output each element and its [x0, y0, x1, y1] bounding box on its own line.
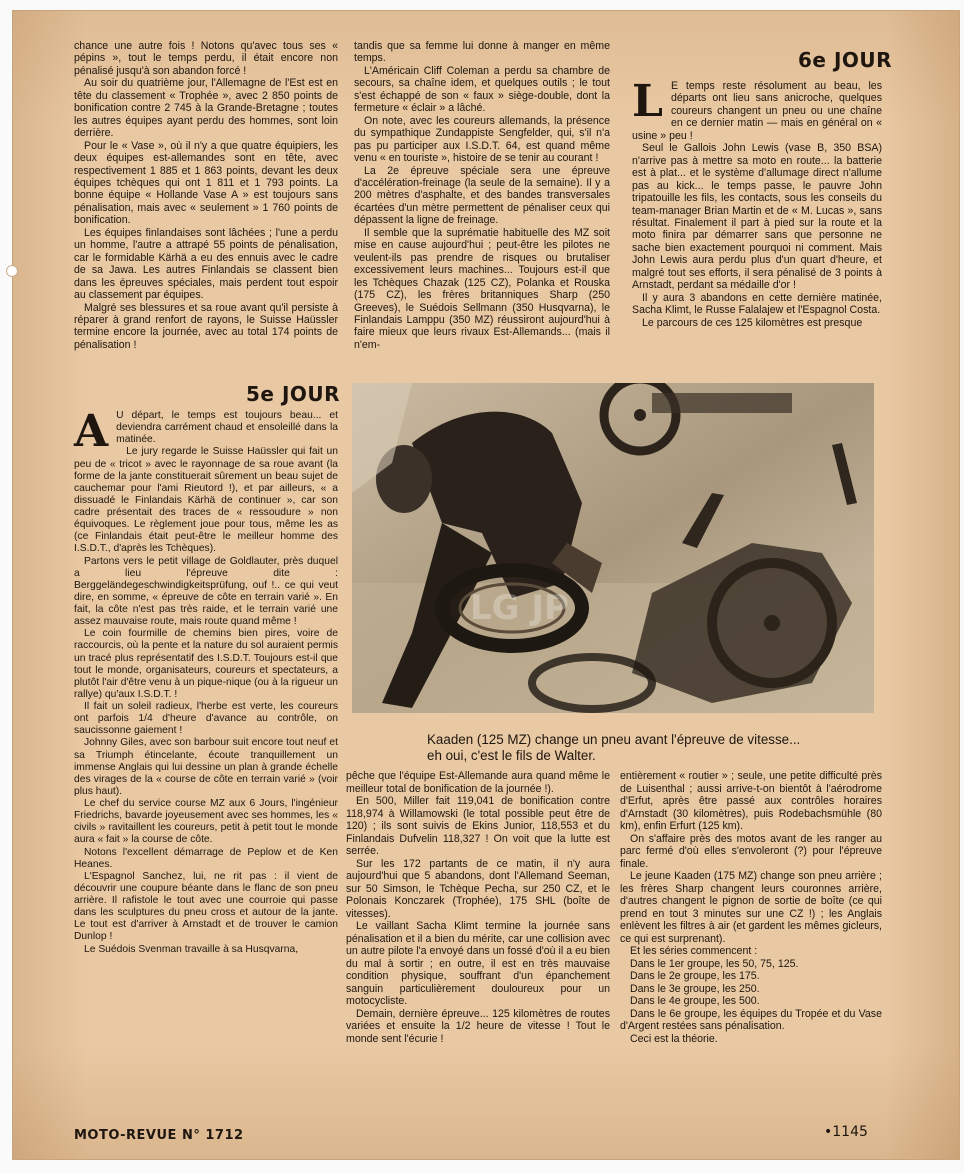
paragraph: Johnny Giles, avec son barbour suit encore tout neuf et sa Triumph étincelante, écoute tranquillement un immense Anglais qui lui dessine un plan à grande échelle des virages de la « course de côte en terrain varié » (voir plus haut).: [74, 737, 338, 797]
paragraph: Notons l'excellent démarrage de Peplow et de Ken Heanes.: [74, 846, 338, 870]
paragraph: Dans le 1er groupe, les 50, 75, 125.: [630, 957, 799, 970]
paragraph: Le parcours de ces 125 kilomètres est presque: [642, 316, 863, 329]
dropcap-letter: A: [74, 406, 109, 457]
day5-intro: [74, 406, 338, 457]
paragraph: On s'affaire près des motos avant de les ranger au parc fermé d'où elles s'envoleront (?) pour l'épreuve finale.: [620, 832, 882, 870]
page-number-text: 1145: [832, 1124, 868, 1140]
paragraph: Et les séries commencent :: [630, 945, 758, 957]
paragraph: Dans le 2e groupe, les 175.: [630, 970, 760, 982]
column-day6: [632, 76, 882, 329]
binding-hole-dot: [6, 265, 18, 277]
paragraph: Au soir du quatrième jour, l'Allemagne de l'Est est en tête du classement « Trophée », avec 2 850 points de bonification contre 2 745 à la Grande-Bretagne ; toutes les autres équipes ayant perdu des hommes, sont loin derrière.: [74, 77, 338, 140]
paragraph: chance une autre fois ! Notons qu'avec tous ses « pépins », tout le temps perdu, il était encore non pénalisé jusqu'à son abandon forcé !: [74, 40, 338, 77]
photo-rider-changing-tyre: [352, 383, 874, 713]
magazine-issue: MOTO-REVUE N° 1712: [74, 1128, 244, 1143]
paragraph: L'Américain Cliff Coleman a perdu sa chambre de secours, sa chaîne idem, et quelques outils ; le tout s'est échappé de son « faux » siège-double, dont la fermeture « éclair » a lâché.: [354, 64, 610, 115]
paragraph: Il fait un soleil radieux, l'herbe est verte, les coureurs ont parfois 1/4 d'heure d'avance au contrôle, on saucissonne gaiement !: [74, 701, 338, 737]
day6-intro-text: E temps reste résolument au beau, les départs ont lieu sans anicroche, quelques coureurs changent un pneu ou une chaîne en ce dernier matin — mais en général on « usine » peu !: [632, 80, 882, 142]
column-day5: [74, 406, 338, 956]
paragraph: Malgré ses blessures et sa roue avant qu'il persiste à réparer à grand renfort de rayons, le Suisse Haüssler termine encore la journée, avec au total 174 points de pénalisation !: [74, 301, 338, 351]
dropcap-letter: L: [632, 76, 663, 127]
paragraph: Demain, dernière épreuve... 125 kilomètres de routes variées et ensuite la 1/2 heure de vitesse ! Tout le monde sent l'écurie !: [346, 1007, 610, 1045]
paragraph: Partons vers le petit village de Goldlauter, près duquel a lieu l'épreuve dite : Berggeländegeschwindigkeitsprüfung, ouf !.. ce qui veut dire, en somme, « épreuve de côte en terrain varié ». En fait, la côte n'est pas très raide, et le terrain varié une assez mauvaise route, mais route quand même !: [74, 555, 338, 628]
paragraph: Seul le Gallois John Lewis (vase B, 350 BSA) n'arrive pas à mettre sa moto en route... la batterie est à plat... et le système d'allumage direct n'allume pas au kick... le temps passe, le pauvre John tripatouille les fils, les contacts, sous les conseils du team-manager Brian Martin et de « M. Lucas », sans résultat. Finalement il part à pied sur la route et la moto finira par démarrer sans que personne ne sache bien exactement pourquoi ni comment. Mais John Lewis aura perdu plus d'un quart d'heure, et malgré tout ses efforts, il sera pénalisé de 3 points à Arnstadt, perdant sa médaille d'or !: [632, 142, 882, 292]
paragraph: Il semble que la suprématie habituelle des MZ soit mise en cause aujourd'hui ; peut-être les pilotes ne veulent-ils pas prendre de risques ou brutaliser excessivement leurs machines... Toujours est-il que les Tchèques Chazak (125 CZ), Polanka et Rouska (175 CZ), les frères britanniques Sharp (250 Greeves), le Suédois Sellmann (350 Husqvarna), le Finlandais Lamppu (350 MZ) réussiront aujourd'hui à faire mieux que leurs rivaux Est-Allemands... (mais il n'em-: [354, 226, 610, 351]
column-middle-bottom: [346, 770, 610, 1045]
day6-title: 6e JOUR: [798, 48, 893, 72]
paragraph: Le jury regarde le Suisse Haüssler qui fait un peu de « tricot » avec le rayonnage de sa roue avant (la forme de la jante constituerait sûrement un beau sujet de cauchemar pour l'ami Rieutord !), et par ailleurs, « a dissuadé le Finlandais Kärhä de continuer », car son cadre présentait des traces de « ressoudure » non équivoques. Le règlement joue pour tous, même les as (ce Finlandais était peut-être le meilleur homme des I.S.D.T., d'après les Tchèques).: [74, 446, 338, 555]
paragraph: Le Suédois Svenman travaille à sa Husqvarna,: [84, 943, 299, 955]
day6-intro: [632, 76, 882, 142]
column-right-bottom: [620, 770, 882, 1045]
magazine-page: [12, 10, 960, 1160]
paragraph: On note, avec les coureurs allemands, la présence du sympathique Zundappiste Sengfelder, qui, s'il n'a pas pu participer aux I.S.D.T. 64, est quand même venu « en touriste », histoire de se tenir au courant !: [354, 114, 610, 165]
paragraph: Pour le « Vase », où il n'y a que quatre équipiers, les deux équipes est-allemandes sont en tête, avec respectivement 1 885 et 1 863 points, devant les deux équipes tchèques qui ont 1 811 et 1 793 points. La bonne équipe « Hollande Vase A » est toujours sans pénalisation, mais avec « seulement » 1 760 points de bonification.: [74, 139, 338, 227]
paragraph: Le coin fourmille de chemins bien pires, voire de raccourcis, où la pente et la nature du sol auraient permis un tracé plus représentatif des I.S.D.T. Toujours est-il que tout le monde, organisateurs, coureurs et spectateurs, a plutôt l'air d'être venu à un pique-nique (ou à la rigueur un rallye) qu'aux I.S.D.T. !: [74, 628, 338, 700]
paragraph: Sur les 172 partants de ce matin, il n'y aura aujourd'hui que 5 abandons, dont l'Allemand Seeman, sur 50 Simson, le Tchèque Pecha, sur 250 CZ, et le Polonais Konczarek (Trophée), 175 SHL (boîte de vitesses).: [346, 857, 610, 920]
paragraph: Dans le 4e groupe, les 500.: [630, 995, 760, 1007]
paragraph: entièrement « routier » ; seule, une petite difficulté près de Luisenthal ; aussi arrive-t-on bientôt à l'aérodrome d'Erfut, après être passé aux contrôles horaires d'Arnstadt (30 kilomètres), puis Rodebachsmühle (80 km), enfin Erfurt (125 km).: [620, 770, 882, 832]
paragraph: Le vaillant Sacha Klimt termine la journée sans pénalisation et il a bien du mérite, car une collision avec un autre pilote l'a envoyé dans un fossé d'où il a eu bien du mal à sortir ; en outre, il est en très mauvaise condition physique, souffrant d'un épanchement sanguin particulièrement douloureux pour un motocycliste.: [346, 920, 610, 1007]
day5-title: 5e JOUR: [246, 382, 341, 406]
paragraph: Dans le 3e groupe, les 250.: [630, 982, 760, 995]
paragraph: Ceci est la théorie.: [630, 1032, 718, 1045]
paragraph: Le chef du service course MZ aux 6 Jours, l'ingénieur Friedrichs, bavarde joyeusement avec ses hommes, les « civils » ravitaillent les coureurs, petit à petit tout le monde aura « fait » la course de côte.: [74, 798, 338, 846]
paragraph: pêche que l'équipe Est-Allemande aura quand même le meilleur total de bonification de la journée !).: [346, 770, 610, 795]
paragraph: Le jeune Kaaden (175 MZ) change son pneu arrière ; les frères Sharp changent leurs couronnes arrière, d'autres changent le pignon de sortie de boîte (ce qui prend en tout 3 minutes sur une CZ !) ; les Anglais enlèvent les filtres à air (et gardent les mêmes gicleurs, ce qui est surprenant).: [620, 870, 882, 945]
column-left-top: [74, 40, 338, 351]
paragraph: En 500, Miller fait 119,041 de bonification contre 118,974 à Willamowski (le total possible peut être de 120) ; ils sont suivis de Ekins Junior, 118,553 et du Finlandais Dufvelin 118,327 ! On voit que la lutte est serrée.: [346, 795, 610, 857]
paragraph: Il y aura 3 abandons en cette dernière matinée, Sacha Klimt, le Russe Falalajew et l'Espagnol Costa.: [632, 291, 882, 317]
day5-intro-text: U départ, le temps est toujours beau... et deviendra carrément chaud et ensoleillé dans la matinée.: [116, 410, 338, 446]
photo-illustration: [352, 383, 874, 713]
page-number: •1145: [824, 1124, 868, 1140]
photo-caption: Kaaden (125 MZ) change un pneu avant l'épreuve de vitesse... eh oui, c'est le fils de Walter.: [427, 732, 801, 763]
paragraph: La 2e épreuve spéciale sera une épreuve d'accélération-freinage (la seule de la semaine). Il y a 200 mètres d'asphalte, et des bandes transversales écartées d'un mètre permettent de pénaliser ceux qui dépassent la ligne de freinage.: [354, 164, 610, 227]
paragraph: L'Espagnol Sanchez, lui, ne rit pas : il vient de découvrir une coupure béante dans le flanc de son pneu arrière. Il rafistole le tout avec une courroie qui passe dans les sculptures du pneu cross et autour de la jante. Le tout est d'arriver à Arnstadt et de trouver le camion Dunlop !: [74, 870, 338, 943]
column-middle-top: [354, 40, 610, 351]
photo-watermark: LG JP: [470, 588, 569, 628]
paragraph: Les équipes finlandaises sont lâchées ; l'une a perdu un homme, l'autre a attrapé 55 points de pénalisation, car le formidable Kärhä a eu des ennuis avec le cadre de sa Jawa. Les autres Finlandais se classent bien dans les épreuves spéciales, mais perdent tout espoir au classement par équipes.: [74, 226, 338, 302]
paragraph: Dans le 6e groupe, les équipes du Tropée et du Vase d'Argent restées sans pénalisation.: [620, 1007, 882, 1032]
paragraph: tandis que sa femme lui donne à manger en même temps.: [354, 40, 610, 65]
